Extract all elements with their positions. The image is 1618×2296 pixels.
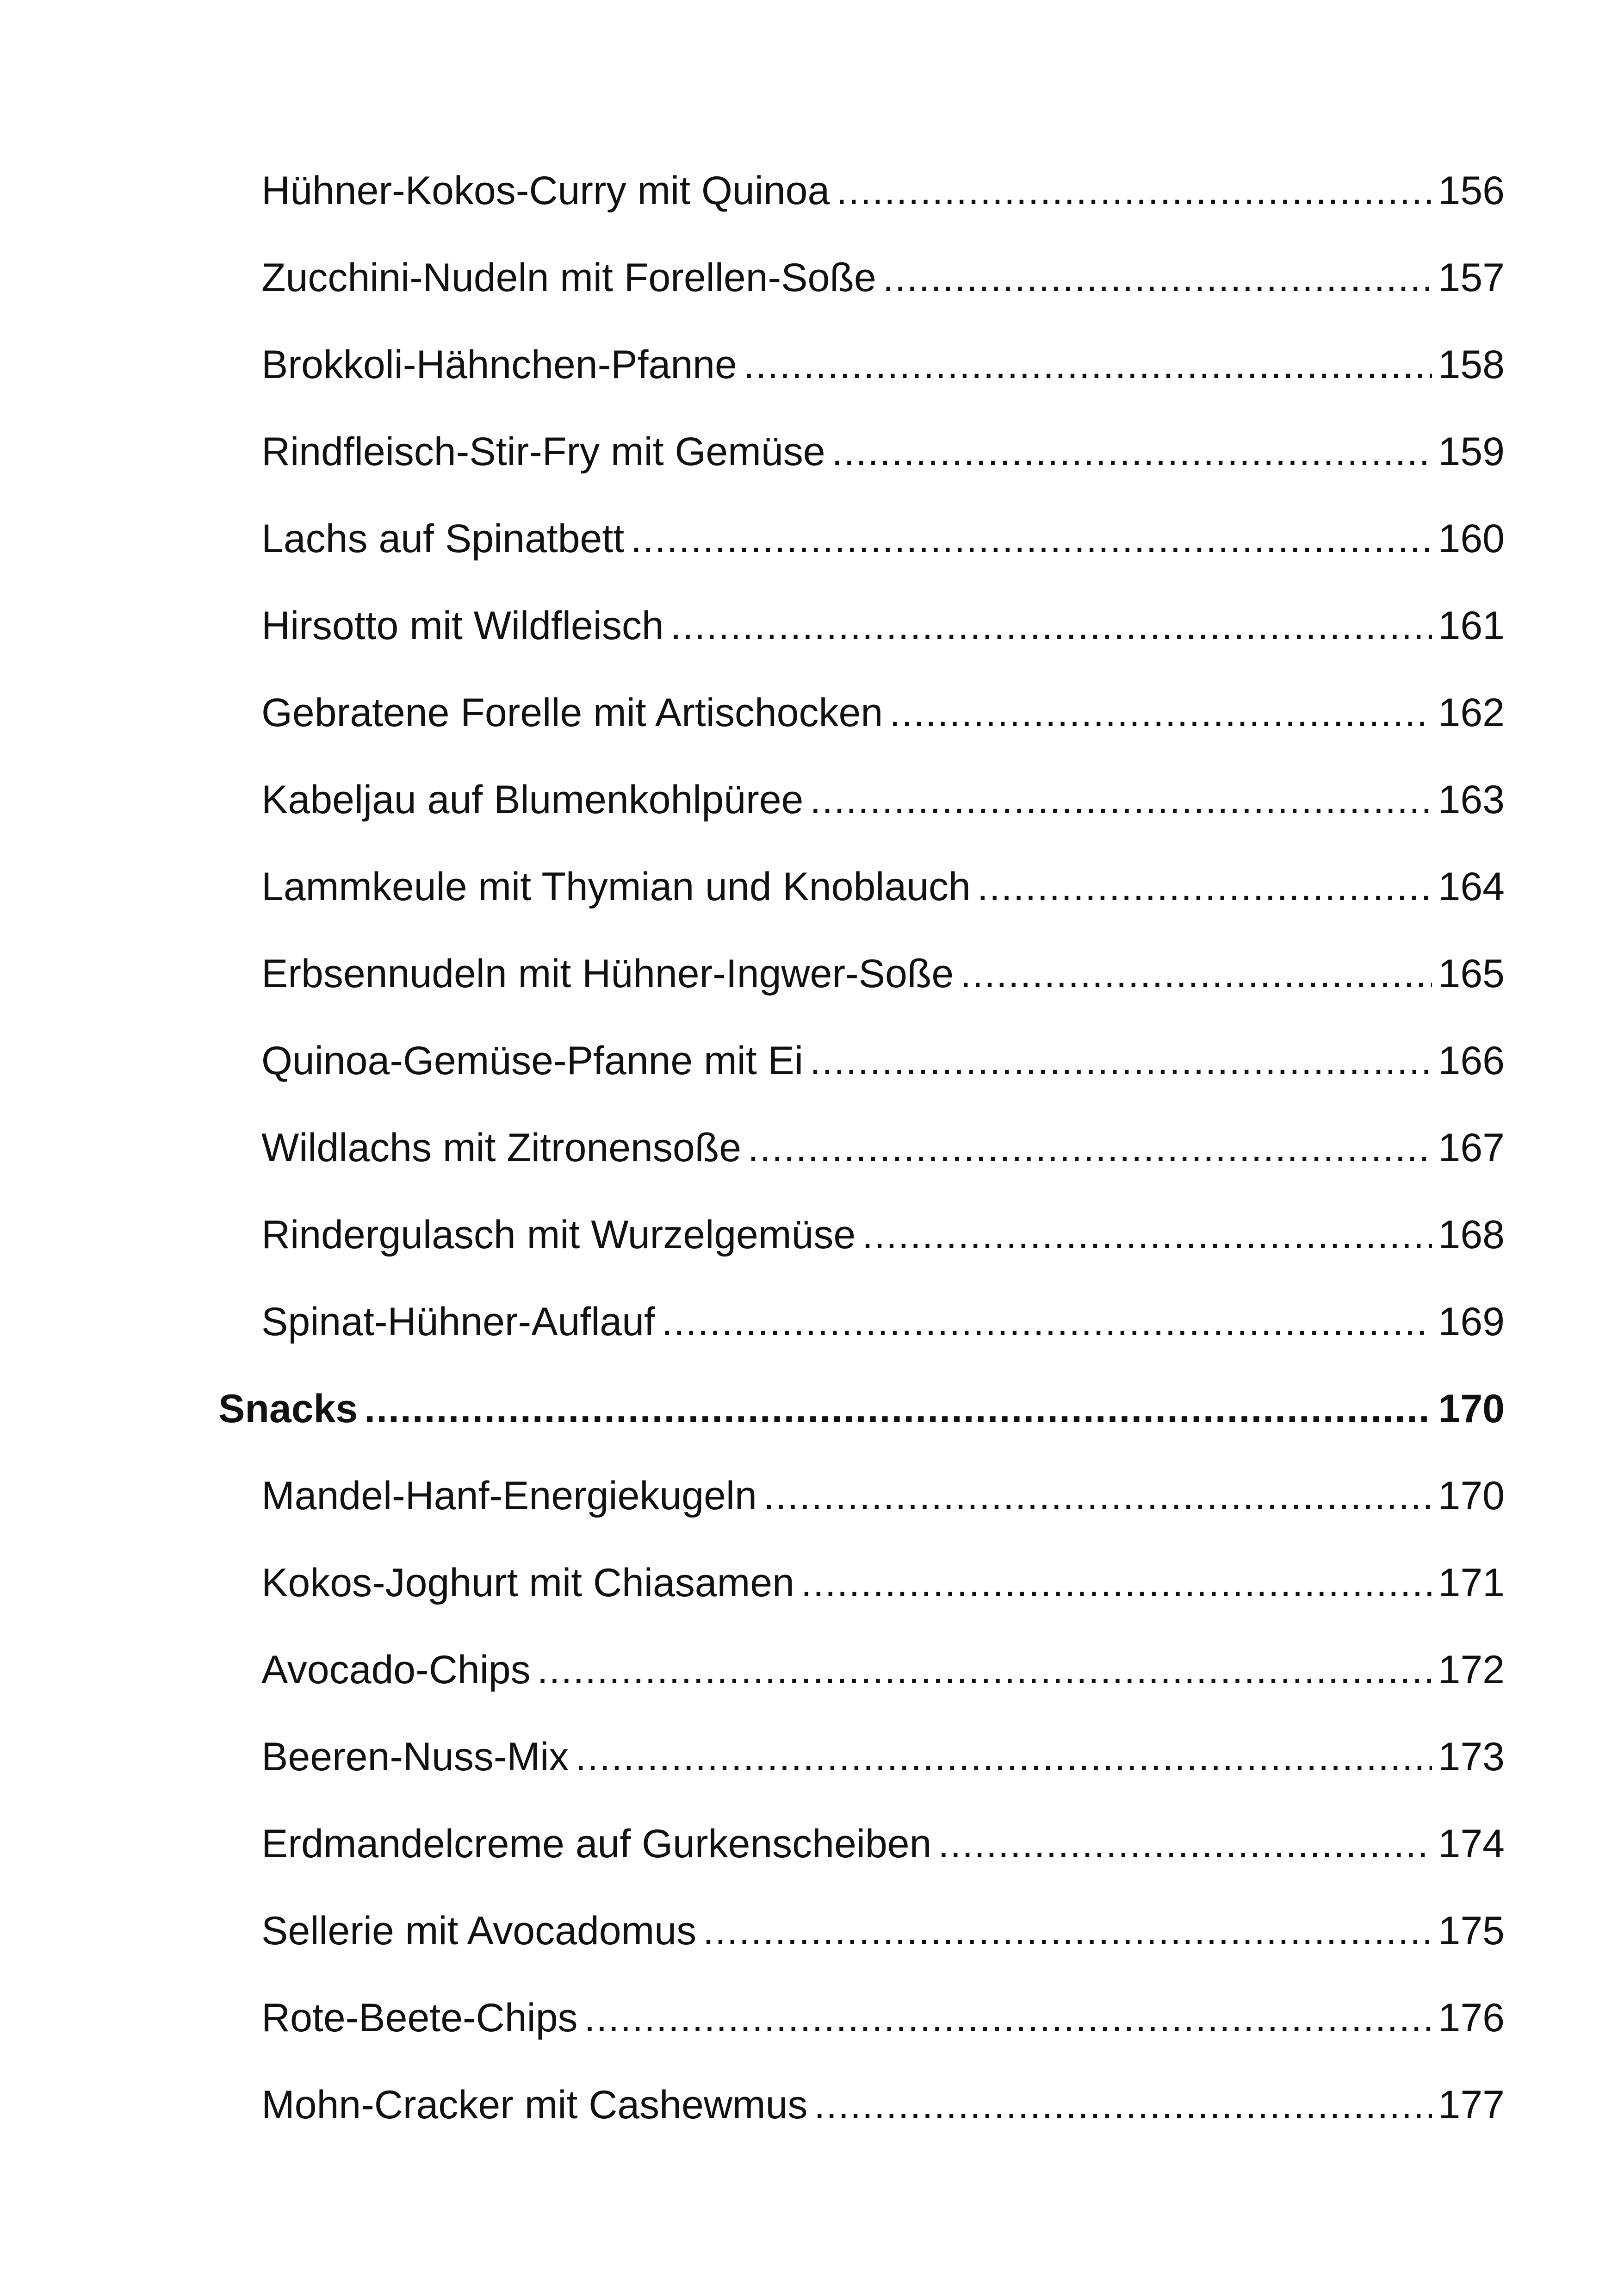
toc-entry[interactable] xyxy=(0,234,1505,321)
toc-entry[interactable] xyxy=(0,1539,1505,1626)
toc-dot-leader xyxy=(801,1563,1432,1603)
toc-page-number: 175 xyxy=(1438,1909,1505,1953)
toc-entry-title: Mohn-Cracker mit Cashewmus xyxy=(261,2083,808,2127)
toc-entry-title: Brokkoli-Hähnchen-Pfanne xyxy=(261,342,737,387)
table-of-contents xyxy=(0,147,1618,2148)
toc-dot-leader xyxy=(832,432,1432,472)
toc-entry-title: Rote-Beete-Chips xyxy=(261,1996,578,2040)
toc-dot-leader xyxy=(670,606,1432,646)
toc-entry-title: Hirsotto mit Wildfleisch xyxy=(261,604,664,648)
toc-entry-title: Wildlachs mit Zitronensoße xyxy=(261,1126,742,1170)
toc-dot-leader xyxy=(631,519,1432,559)
toc-page-number: 163 xyxy=(1438,778,1505,822)
toc-entry-title: Mandel-Hanf-Energiekugeln xyxy=(261,1474,757,1518)
toc-entry[interactable] xyxy=(0,321,1505,408)
toc-entry-title: Hühner-Kokos-Curry mit Quinoa xyxy=(261,168,830,213)
toc-entry-title: Sellerie mit Avocadomus xyxy=(261,1909,697,1953)
toc-entry[interactable] xyxy=(0,408,1505,495)
toc-entry[interactable] xyxy=(0,669,1505,756)
toc-page-number: 157 xyxy=(1438,255,1505,300)
toc-dot-leader xyxy=(744,345,1432,385)
toc-entry[interactable] xyxy=(0,1452,1505,1539)
toc-dot-leader xyxy=(703,1911,1432,1951)
toc-entry-title: Beeren-Nuss-Mix xyxy=(261,1735,569,1779)
toc-page-number: 174 xyxy=(1438,1822,1505,1866)
toc-entry-title: Spinat-Hühner-Auflauf xyxy=(261,1300,655,1344)
toc-entry-title: Rindergulasch mit Wurzelgemüse xyxy=(261,1213,856,1257)
toc-dot-leader xyxy=(748,1128,1432,1168)
toc-dot-leader xyxy=(810,780,1432,820)
toc-page-number: 172 xyxy=(1438,1648,1505,1692)
toc-page-number: 158 xyxy=(1438,342,1505,387)
toc-dot-leader xyxy=(883,258,1432,298)
toc-entry[interactable] xyxy=(0,1626,1505,1713)
toc-dot-leader xyxy=(575,1737,1432,1777)
toc-page-number: 166 xyxy=(1438,1039,1505,1083)
toc-entry[interactable] xyxy=(0,1017,1505,1104)
toc-page-number: 168 xyxy=(1438,1213,1505,1257)
toc-dot-leader xyxy=(862,1215,1432,1255)
toc-entry[interactable] xyxy=(0,1278,1505,1365)
toc-entry-title: Lachs auf Spinatbett xyxy=(261,516,625,561)
toc-entry-title: Zucchini-Nudeln mit Forellen-Soße xyxy=(261,255,876,300)
toc-entry-title: Kabeljau auf Blumenkohlpüree xyxy=(261,778,804,822)
toc-page-number: 176 xyxy=(1438,1996,1505,2040)
toc-entry-title: Erdmandelcreme auf Gurkenscheiben xyxy=(261,1822,932,1866)
toc-entry[interactable] xyxy=(0,930,1505,1017)
toc-entry[interactable] xyxy=(0,1974,1505,2061)
toc-entry-title: Avocado-Chips xyxy=(261,1648,531,1692)
toc-entry[interactable] xyxy=(0,495,1505,582)
toc-entry[interactable] xyxy=(0,1713,1505,1800)
toc-dot-leader xyxy=(836,171,1432,211)
toc-page-number: 160 xyxy=(1438,516,1505,561)
toc-dot-leader xyxy=(938,1824,1432,1864)
toc-section-heading[interactable] xyxy=(0,1365,1505,1452)
toc-entry[interactable] xyxy=(0,582,1505,669)
toc-entry[interactable] xyxy=(0,1800,1505,1887)
toc-page-number: 170 xyxy=(1438,1474,1505,1518)
toc-entry[interactable] xyxy=(0,1191,1505,1278)
toc-entry-title: Kokos-Joghurt mit Chiasamen xyxy=(261,1561,794,1605)
toc-page-number: 177 xyxy=(1438,2083,1505,2127)
toc-page-number: 173 xyxy=(1438,1735,1505,1779)
toc-page-number: 171 xyxy=(1438,1561,1505,1605)
toc-entry[interactable] xyxy=(0,2061,1505,2148)
toc-dot-leader xyxy=(977,867,1432,907)
toc-page-number: 156 xyxy=(1438,168,1505,213)
toc-page-number: 167 xyxy=(1438,1126,1505,1170)
toc-dot-leader xyxy=(537,1650,1432,1690)
toc-page-number: 169 xyxy=(1438,1300,1505,1344)
toc-entry[interactable] xyxy=(0,147,1505,234)
toc-page-number: 162 xyxy=(1438,691,1505,735)
toc-dot-leader xyxy=(584,1998,1432,2038)
toc-dot-leader xyxy=(662,1302,1432,1342)
toc-dot-leader xyxy=(810,1041,1432,1081)
toc-page-number: 170 xyxy=(1438,1387,1505,1431)
toc-dot-leader xyxy=(763,1476,1432,1516)
toc-entry[interactable] xyxy=(0,843,1505,930)
toc-page-number: 164 xyxy=(1438,865,1505,909)
toc-entry-title: Erbsennudeln mit Hühner-Ingwer-Soße xyxy=(261,952,954,996)
toc-entry[interactable] xyxy=(0,756,1505,843)
toc-entry[interactable] xyxy=(0,1887,1505,1974)
toc-dot-leader xyxy=(960,954,1432,994)
toc-entry-title: Lammkeule mit Thymian und Knoblauch xyxy=(261,865,971,909)
toc-page-number: 165 xyxy=(1438,952,1505,996)
toc-section-title: Snacks xyxy=(218,1387,358,1431)
toc-page-number: 161 xyxy=(1438,604,1505,648)
toc-entry[interactable] xyxy=(0,1104,1505,1191)
toc-entry-title: Quinoa-Gemüse-Pfanne mit Ei xyxy=(261,1039,804,1083)
toc-entry-title: Gebratene Forelle mit Artischocken xyxy=(261,691,883,735)
toc-dot-leader xyxy=(364,1389,1432,1429)
toc-dot-leader xyxy=(814,2085,1432,2125)
toc-entry-title: Rindfleisch-Stir-Fry mit Gemüse xyxy=(261,429,825,474)
toc-dot-leader xyxy=(889,693,1432,733)
toc-page-number: 159 xyxy=(1438,429,1505,474)
